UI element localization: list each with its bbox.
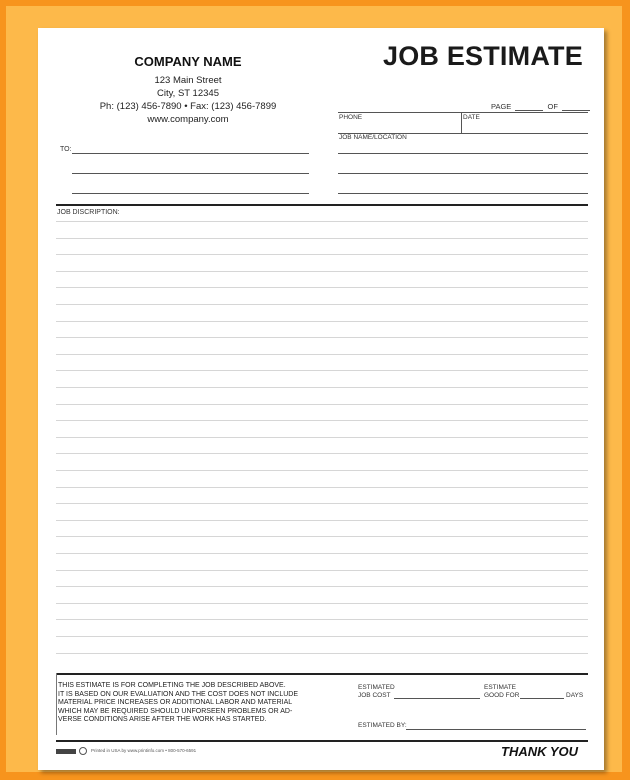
date-label: DATE [463, 114, 480, 121]
outer-frame [6, 6, 622, 772]
description-line[interactable] [56, 304, 588, 305]
company-street: 123 Main Street [154, 75, 222, 86]
to-field-2[interactable] [72, 173, 309, 174]
estimate-form [38, 28, 604, 770]
of-blank[interactable] [562, 110, 590, 111]
description-line[interactable] [56, 370, 588, 371]
description-line[interactable] [56, 221, 588, 222]
disclaimer-line: THIS ESTIMATE IS FOR COMPLETING THE JOB DESCRIBED ABOVE. [58, 682, 286, 689]
job-description-label: JOB DISCRIPTION: [57, 209, 120, 216]
printer-logo [56, 749, 76, 754]
description-line[interactable] [56, 337, 588, 338]
bottom-section-divider [56, 673, 57, 735]
job-cost-label: JOB COST [358, 692, 391, 699]
of-label: OF [547, 102, 558, 111]
description-line[interactable] [56, 653, 588, 654]
to-field-3[interactable] [72, 193, 309, 194]
description-line[interactable] [56, 570, 588, 571]
description-line[interactable] [56, 271, 588, 272]
page-blank[interactable] [515, 110, 543, 111]
description-line[interactable] [56, 404, 588, 405]
job-name-field-3[interactable] [338, 193, 588, 194]
description-line[interactable] [56, 487, 588, 488]
bottom-section-rule [56, 673, 588, 675]
description-line[interactable] [56, 520, 588, 521]
description-line[interactable] [56, 354, 588, 355]
estimate-good-for-label [484, 684, 519, 700]
disclaimer-line: VERSE CONDITIONS ARISE AFTER THE WORK HAS STARTED. [58, 716, 267, 724]
estimate-label: ESTIMATE [484, 684, 517, 691]
page-number-field[interactable] [491, 102, 592, 111]
page-title: JOB ESTIMATE [383, 41, 583, 71]
job-name-field-2[interactable] [338, 173, 588, 174]
company-website: www.company.com [147, 114, 229, 125]
description-line[interactable] [56, 636, 588, 637]
printer-note [56, 747, 196, 755]
estimated-job-cost-label [358, 684, 395, 700]
footer-rule [56, 740, 588, 742]
phone-date-divider [461, 112, 462, 134]
description-line[interactable] [56, 420, 588, 421]
description-line[interactable] [56, 321, 588, 322]
phone-label: PHONE [339, 114, 363, 121]
printer-note-text: Printed in USA by www.printinfo.com • 800-570-6591 [91, 748, 197, 754]
estimated-by-label: ESTIMATED BY: [358, 722, 407, 729]
description-line[interactable] [56, 586, 588, 587]
to-field-1[interactable] [72, 153, 309, 154]
description-line[interactable] [56, 287, 588, 288]
description-line[interactable] [56, 437, 588, 438]
phone-date-top-rule [338, 112, 588, 113]
job-cost-field[interactable] [394, 698, 480, 699]
description-line[interactable] [56, 503, 588, 504]
description-line[interactable] [56, 238, 588, 239]
disclaimer-text [58, 682, 348, 725]
description-line[interactable] [56, 470, 588, 471]
days-label: DAYS [566, 692, 584, 699]
estimated-by-field[interactable] [406, 729, 586, 730]
company-block [38, 54, 338, 125]
description-line[interactable] [56, 254, 588, 255]
thank-you-text: THANK YOU [501, 744, 579, 759]
good-for-field[interactable] [520, 698, 564, 699]
job-description-top-rule [56, 204, 588, 206]
company-name: COMPANY NAME [134, 54, 242, 69]
to-label: TO: [60, 146, 72, 153]
description-line[interactable] [56, 619, 588, 620]
company-phone-fax: Ph: (123) 456-7890 • Fax: (123) 456-7899 [99, 101, 277, 112]
estimated-label: ESTIMATED [358, 684, 395, 691]
description-line[interactable] [56, 536, 588, 537]
disclaimer-line: IT IS BASED ON OUR EVALUATION AND THE COST DOES NOT INCLUDE [58, 690, 298, 698]
description-line[interactable] [56, 603, 588, 604]
disclaimer-line: MATERIAL PRICE INCREASES OR ADDITIONAL LABOR AND MATERIAL [58, 699, 293, 707]
disclaimer-line: WHICH MAY BE REQUIRED SHOULD UNFORSEEN PROBLEMS OR AD- [58, 707, 293, 715]
good-for-label: GOOD FOR [484, 692, 520, 699]
job-name-label: JOB NAME/LOCATION [339, 134, 407, 141]
description-line[interactable] [56, 387, 588, 388]
description-line[interactable] [56, 453, 588, 454]
recycle-icon [79, 747, 87, 755]
company-city: City, ST 12345 [157, 88, 219, 99]
page-label: PAGE [491, 102, 512, 111]
description-line[interactable] [56, 553, 588, 554]
job-name-field[interactable] [338, 153, 588, 154]
